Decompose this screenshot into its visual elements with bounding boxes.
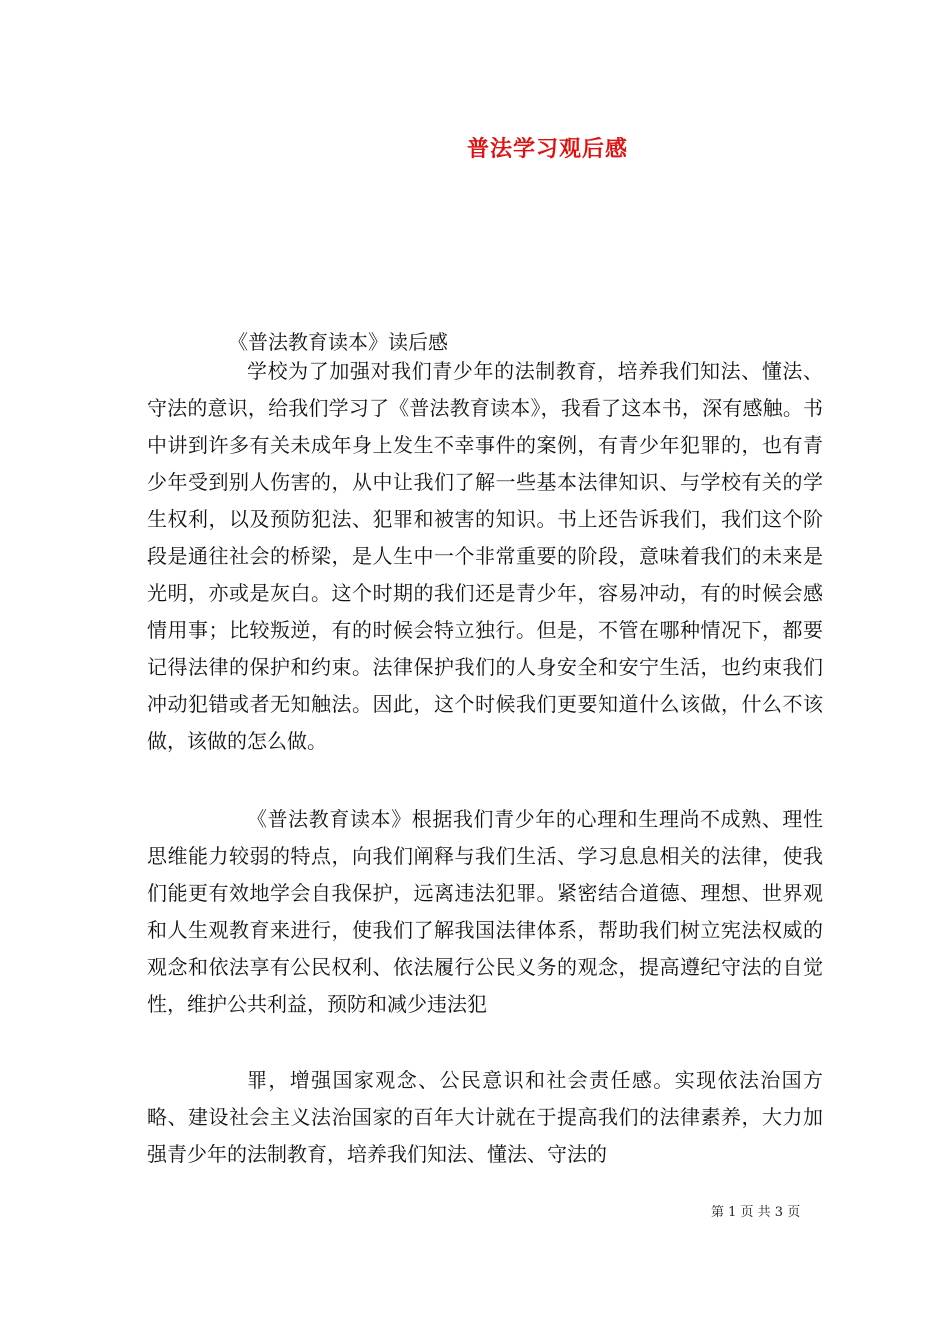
document-subtitle: 《普法教育读本》读后感 [228, 330, 448, 354]
paragraph-2: 《普法教育读本》根据我们青少年的心理和生理尚不成熟、理性思维能力较弱的特点，向我们阐释与我们生活、学习息息相关的法律，使我们能更有效地学会自我保护，远离违法犯罪。紧密结合道德、理想、世界观和人生观教育来进行，使我们了解我国法律体系，帮助我们树立宪法权威的观念和依法享有公民权利、依法履行公民义务的观念，提高遵纪守法的自觉性，维护公共利益，预防和减少违法犯 [147, 807, 823, 1016]
paragraph-3: 罪，增强国家观念、公民意识和社会责任感。实现依法治国方略、建设社会主义法治国家的百年大计就在于提高我们的法律素养，大力加强青少年的法制教育，培养我们知法、懂法、守法的 [147, 1068, 823, 1166]
paragraph-1: 学校为了加强对我们青少年的法制教育，培养我们知法、懂法、守法的意识，给我们学习了《普法教育读本》，我看了这本书，深有感触。书中讲到许多有关未成年身上发生不幸事件的案例，有青少年犯罪的，也有青少年受到别人伤害的，从中让我们了解一些基本法律知识、与学校有关的学生权利，以及预防犯法、犯罪和被害的知识。书上还告诉我们，我们这个阶段是通往社会的桥梁，是人生中一个非常重要的阶段，意味着我们的未来是光明，亦或是灰白。这个时期的我们还是青少年，容易冲动，有的时候会感情用事；比较叛逆，有的时候会特立独行。但是，不管在哪种情况下，都要记得法律的保护和约束。法律保护我们的人身安全和安宁生活，也约束我们冲动犯错或者无知触法。因此，这个时候我们更要知道什么该做，什么不该做，该做的怎么做。 [147, 359, 823, 753]
document-title: 普法学习观后感 [466, 136, 628, 162]
page-number-footer: 第 1 页 共 3 页 [711, 1205, 801, 1220]
